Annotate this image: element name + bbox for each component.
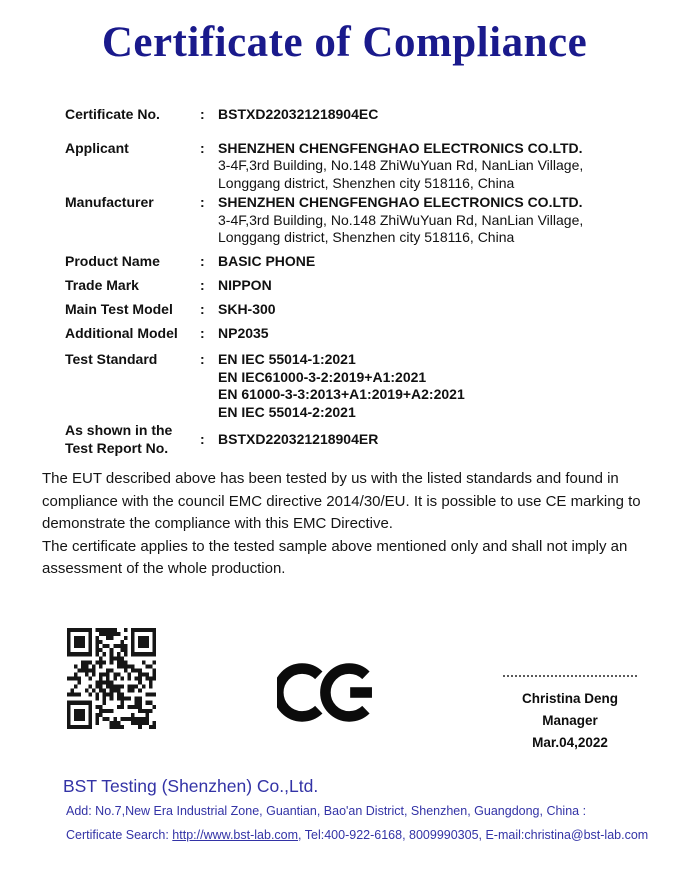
row-main-test-model — [65, 301, 665, 319]
row-product-name — [65, 253, 665, 271]
field-colon: : — [200, 139, 205, 156]
field-colon: : — [200, 430, 205, 447]
field-colon: : — [200, 276, 205, 293]
standard-line: EN IEC 55014-1:2021 — [218, 351, 356, 367]
field-value: BASIC PHONE — [218, 252, 316, 269]
statement-paragraph-1: The EUT described above has been tested by us with the listed standards and found in compliance with the council EMC directive 2014/30/EU. It is possible to use CE marking to demonstrate the compliance with this EMC Directive. — [42, 470, 641, 532]
address-line: Longgang district, Shenzhen city 518116, China — [218, 174, 515, 191]
certificate-info-table — [65, 106, 665, 457]
field-colon: : — [200, 252, 205, 269]
address-line: Longgang district, Shenzhen city 518116, China — [218, 229, 515, 245]
certificate-search-link[interactable]: http://www.bst-lab.com — [172, 828, 299, 842]
field-value — [218, 194, 665, 247]
footer-company-name: BST Testing (Shenzhen) Co.,Ltd. — [63, 776, 319, 796]
field-value: BSTXD220321218904ER — [218, 430, 379, 447]
field-value — [218, 140, 665, 193]
company-name: SHENZHEN CHENGFENGHAO ELECTRONICS CO.LTD. — [218, 194, 583, 210]
field-colon: : — [200, 194, 205, 210]
field-label: Manufacturer — [65, 194, 154, 210]
qr-code-icon — [67, 628, 156, 729]
field-value: BSTXD220321218904EC — [218, 106, 379, 122]
field-colon: : — [200, 300, 205, 317]
field-label: Test Standard — [65, 351, 158, 367]
field-colon: : — [200, 106, 205, 122]
row-applicant — [65, 140, 665, 193]
signer-name: Christina Deng — [521, 691, 618, 706]
statement-paragraph-2: The certificate applies to the tested sample above mentioned only and shall not imply an assessment of the whole production. — [42, 537, 628, 577]
field-colon: : — [200, 324, 205, 341]
footer-address: Add: No.7,New Era Industrial Zone, Guantian, Bao'an District, Shenzhen, Guangdong, China : — [66, 804, 587, 818]
field-label: Applicant — [65, 139, 129, 156]
address-line: 3-4F,3rd Building, No.148 ZhiWuYuan Rd, NanLian Village, — [218, 157, 584, 173]
row-test-standard — [65, 351, 665, 421]
field-label: As shown in the Test Report No. — [65, 422, 173, 456]
field-value: NP2035 — [218, 324, 269, 341]
signature-block — [503, 675, 637, 754]
compliance-statement — [42, 468, 650, 581]
standard-line: EN IEC61000-3-2:2019+A1:2021 — [218, 368, 427, 385]
standard-line: EN 61000-3-3:2013+A1:2019+A2:2021 — [218, 386, 465, 402]
page-title: Certificate of Compliance — [101, 19, 588, 66]
row-trade-mark — [65, 277, 665, 295]
standard-line: EN IEC 55014-2:2021 — [218, 403, 356, 420]
field-value — [218, 351, 665, 421]
ce-mark-icon — [277, 654, 379, 731]
signature-date: Mar.04,2022 — [532, 735, 608, 750]
company-name: SHENZHEN CHENGFENGHAO ELECTRONICS CO.LTD. — [218, 139, 583, 156]
row-test-report-no — [65, 422, 665, 457]
field-value: SKH-300 — [218, 300, 276, 317]
field-label: Trade Mark — [65, 276, 139, 293]
search-label: Certificate Search: — [66, 828, 173, 842]
row-manufacturer — [65, 194, 665, 247]
field-label: Additional Model — [65, 324, 178, 341]
signer-role: Manager — [542, 713, 598, 728]
contact-info: , Tel:400-922-6168, 8009990305, E-mail:christina@bst-lab.com — [298, 828, 649, 842]
field-colon: : — [200, 351, 205, 367]
footer-search-line — [66, 828, 648, 842]
field-label: Product Name — [65, 252, 160, 269]
field-label: Certificate No. — [65, 106, 160, 122]
row-certificate-no — [65, 106, 665, 124]
field-label: Main Test Model — [65, 300, 173, 317]
row-additional-model — [65, 325, 665, 343]
field-value: NIPPON — [218, 276, 272, 293]
address-line: 3-4F,3rd Building, No.148 ZhiWuYuan Rd, NanLian Village, — [218, 211, 584, 228]
